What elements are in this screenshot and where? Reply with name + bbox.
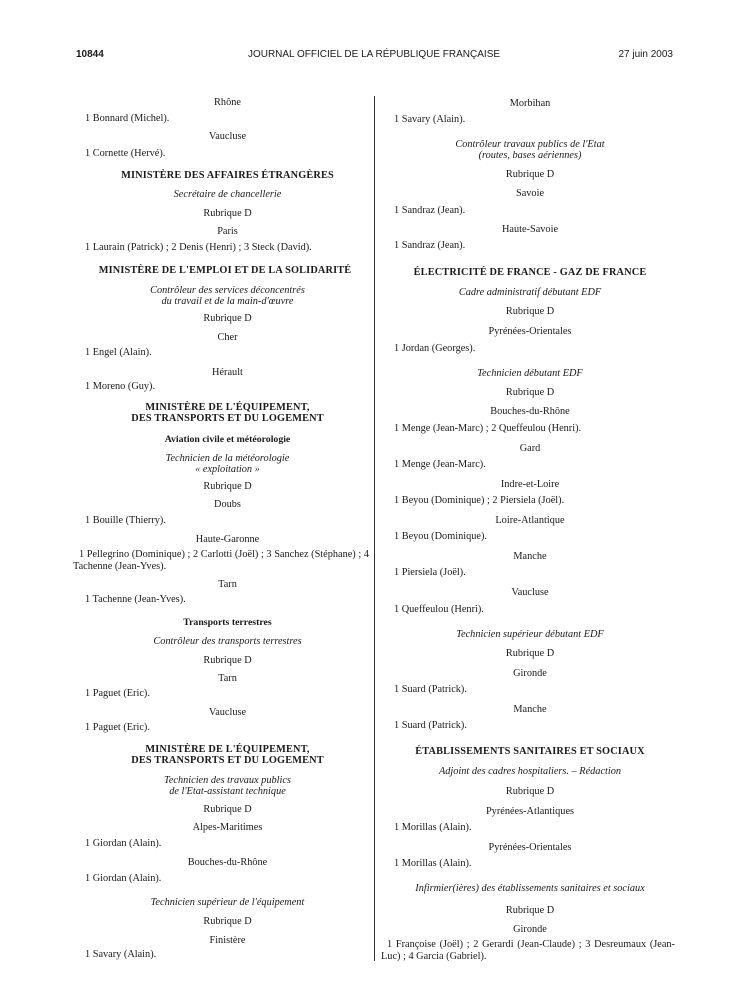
nominee-list: 1 Moreno (Guy). <box>85 381 156 392</box>
grade-title: (routes, bases aériennes) <box>478 150 582 161</box>
rubrique-label: Rubrique D <box>505 905 555 916</box>
rubrique-label: Rubrique D <box>505 786 555 797</box>
nominee-list: 1 Beyou (Dominique). <box>394 531 487 542</box>
nominee-list: 1 Engel (Alain). <box>85 347 152 358</box>
nominee-list: 1 Suard (Patrick). <box>394 720 467 731</box>
nominee-list: 1 Menge (Jean-Marc). <box>394 459 486 470</box>
nominee-list: 1 Beyou (Dominique) ; 2 Piersiela (Joël). <box>394 495 565 506</box>
journal-title: JOURNAL OFFICIEL DE LA RÉPUBLIQUE FRANÇAISE <box>247 49 501 60</box>
rubrique-label: Rubrique D <box>505 169 555 180</box>
region-heading: Vaucluse <box>208 131 247 142</box>
region-heading: Pyrénées-Orientales <box>488 842 572 853</box>
grade-title: Secrétaire de chancellerie <box>173 189 282 200</box>
section-heading: Transports terrestres <box>183 617 272 628</box>
nominee-list: 1 Françoise (Joël) ; 2 Gerardi (Jean-Claude) ; 3 Desreumaux (Jean-Luc) ; 4 Garcia (Gabriel). <box>381 939 675 962</box>
region-heading: Manche <box>513 704 547 715</box>
region-heading: Loire-Atlantique <box>495 515 565 526</box>
nominee-list: 1 Sandraz (Jean). <box>394 240 466 251</box>
grade-title: Contrôleur des services déconcentrés <box>150 285 305 296</box>
grade-title: Technicien des travaux publics <box>164 775 291 786</box>
column-divider <box>374 96 375 961</box>
region-heading: Cher <box>217 332 238 343</box>
nominee-list: 1 Jordan (Georges). <box>394 343 476 354</box>
nominee-list: 1 Menge (Jean-Marc) ; 2 Queffeulou (Henri). <box>394 423 582 434</box>
grade-title: de l'Etat-assistant technique <box>169 786 286 797</box>
grade-title: Contrôleur des transports terrestres <box>153 636 302 647</box>
grade-title: Technicien supérieur de l'équipement <box>150 897 305 908</box>
nominee-list: 1 Piersiela (Joël). <box>394 567 466 578</box>
nominee-list: 1 Laurain (Patrick) ; 2 Denis (Henri) ; 3 Steck (David). <box>85 242 312 253</box>
nominee-list: 1 Savary (Alain). <box>394 114 466 125</box>
grade-title: Infirmier(ières) des établissements sanitaires et sociaux <box>415 883 645 894</box>
rubrique-label: Rubrique D <box>203 208 252 219</box>
region-heading: Haute-Garonne <box>195 534 260 545</box>
region-heading: Bouches-du-Rhône <box>187 857 268 868</box>
ministry-heading: MINISTÈRE DE L'ÉQUIPEMENT, <box>145 744 310 755</box>
region-heading: Gironde <box>513 924 547 935</box>
region-heading: Bouches-du-Rhône <box>490 406 570 417</box>
ministry-heading: MINISTÈRE DES AFFAIRES ÉTRANGÈRES <box>121 170 334 181</box>
grade-title: Adjoint des cadres hospitaliers. – Rédaction <box>438 766 622 777</box>
region-heading: Paris <box>217 226 238 237</box>
nominee-list: 1 Cornette (Hervé). <box>85 148 166 159</box>
rubrique-label: Rubrique D <box>203 655 252 666</box>
ministry-heading: DES TRANSPORTS ET DU LOGEMENT <box>131 755 324 766</box>
ministry-heading: ÉTABLISSEMENTS SANITAIRES ET SOCIAUX <box>415 746 645 757</box>
nominee-list: 1 Paguet (Eric). <box>85 722 150 733</box>
grade-title: Cadre administratif débutant EDF <box>458 287 602 298</box>
ministry-heading: MINISTÈRE DE L'EMPLOI ET DE LA SOLIDARITÉ <box>98 265 352 276</box>
region-heading: Hérault <box>212 367 243 378</box>
nominee-list: 1 Suard (Patrick). <box>394 684 467 695</box>
region-heading: Gironde <box>513 668 547 679</box>
nominee-list: 1 Queffeulou (Henri). <box>394 604 484 615</box>
page-number: 10844 <box>76 49 104 60</box>
nominee-list: 1 Bonnard (Michel). <box>85 113 170 124</box>
region-heading: Vaucluse <box>511 587 549 598</box>
rubrique-label: Rubrique D <box>505 387 555 398</box>
rubrique-label: Rubrique D <box>203 481 252 492</box>
region-heading: Tarn <box>218 579 237 590</box>
grade-title: Technicien débutant EDF <box>477 368 583 379</box>
grade-title: Contrôleur travaux publics de l'Etat <box>455 139 605 150</box>
grade-title: Technicien de la météorologie <box>165 453 290 464</box>
section-heading: Aviation civile et météorologie <box>164 434 291 445</box>
nominee-list: 1 Paguet (Eric). <box>85 688 150 699</box>
region-heading: Pyrénées-Atlantiques <box>485 806 575 817</box>
region-heading: Gard <box>519 443 541 454</box>
region-heading: Manche <box>513 551 547 562</box>
nominee-list: 1 Bouille (Thierry). <box>85 515 166 526</box>
grade-title: « exploitation » <box>195 464 260 475</box>
ministry-heading: ÉLECTRICITÉ DE FRANCE - GAZ DE FRANCE <box>413 267 647 278</box>
rubrique-label: Rubrique D <box>203 804 252 815</box>
region-heading: Indre-et-Loire <box>500 479 560 490</box>
nominee-list: 1 Morillas (Alain). <box>394 822 472 833</box>
grade-title: du travail et de la main-d'œuvre <box>161 296 294 307</box>
region-heading: Doubs <box>214 499 241 510</box>
nominee-list: 1 Sandraz (Jean). <box>394 205 466 216</box>
region-heading: Pyrénées-Orientales <box>488 326 572 337</box>
rubrique-label: Rubrique D <box>505 648 555 659</box>
region-heading: Alpes-Maritimes <box>192 822 263 833</box>
publication-date: 27 juin 2003 <box>618 49 673 60</box>
region-heading: Tarn <box>218 673 237 684</box>
region-heading: Vaucluse <box>208 707 247 718</box>
grade-title: Technicien supérieur débutant EDF <box>456 629 604 640</box>
nominee-list: 1 Savary (Alain). <box>85 949 157 960</box>
rubrique-label: Rubrique D <box>203 313 252 324</box>
region-heading: Savoie <box>515 188 545 199</box>
region-heading: Rhône <box>214 97 241 108</box>
region-heading: Finistère <box>209 935 246 946</box>
nominee-list: 1 Giordan (Alain). <box>85 873 162 884</box>
region-heading: Morbihan <box>509 98 551 109</box>
rubrique-label: Rubrique D <box>203 916 252 927</box>
ministry-heading: DES TRANSPORTS ET DU LOGEMENT <box>131 413 324 424</box>
nominee-list: 1 Morillas (Alain). <box>394 858 472 869</box>
rubrique-label: Rubrique D <box>505 306 555 317</box>
ministry-heading: MINISTÈRE DE L'ÉQUIPEMENT, <box>145 402 310 413</box>
page-header <box>0 0 748 70</box>
nominee-list: 1 Giordan (Alain). <box>85 838 162 849</box>
nominee-list: 1 Tachenne (Jean-Yves). <box>85 594 186 605</box>
nominee-list: 1 Pellegrino (Dominique) ; 2 Carlotti (Joël) ; 3 Sanchez (Stéphane) ; 4 Tachenne (Jean-Yves). <box>73 549 369 572</box>
region-heading: Haute-Savoie <box>501 224 559 235</box>
